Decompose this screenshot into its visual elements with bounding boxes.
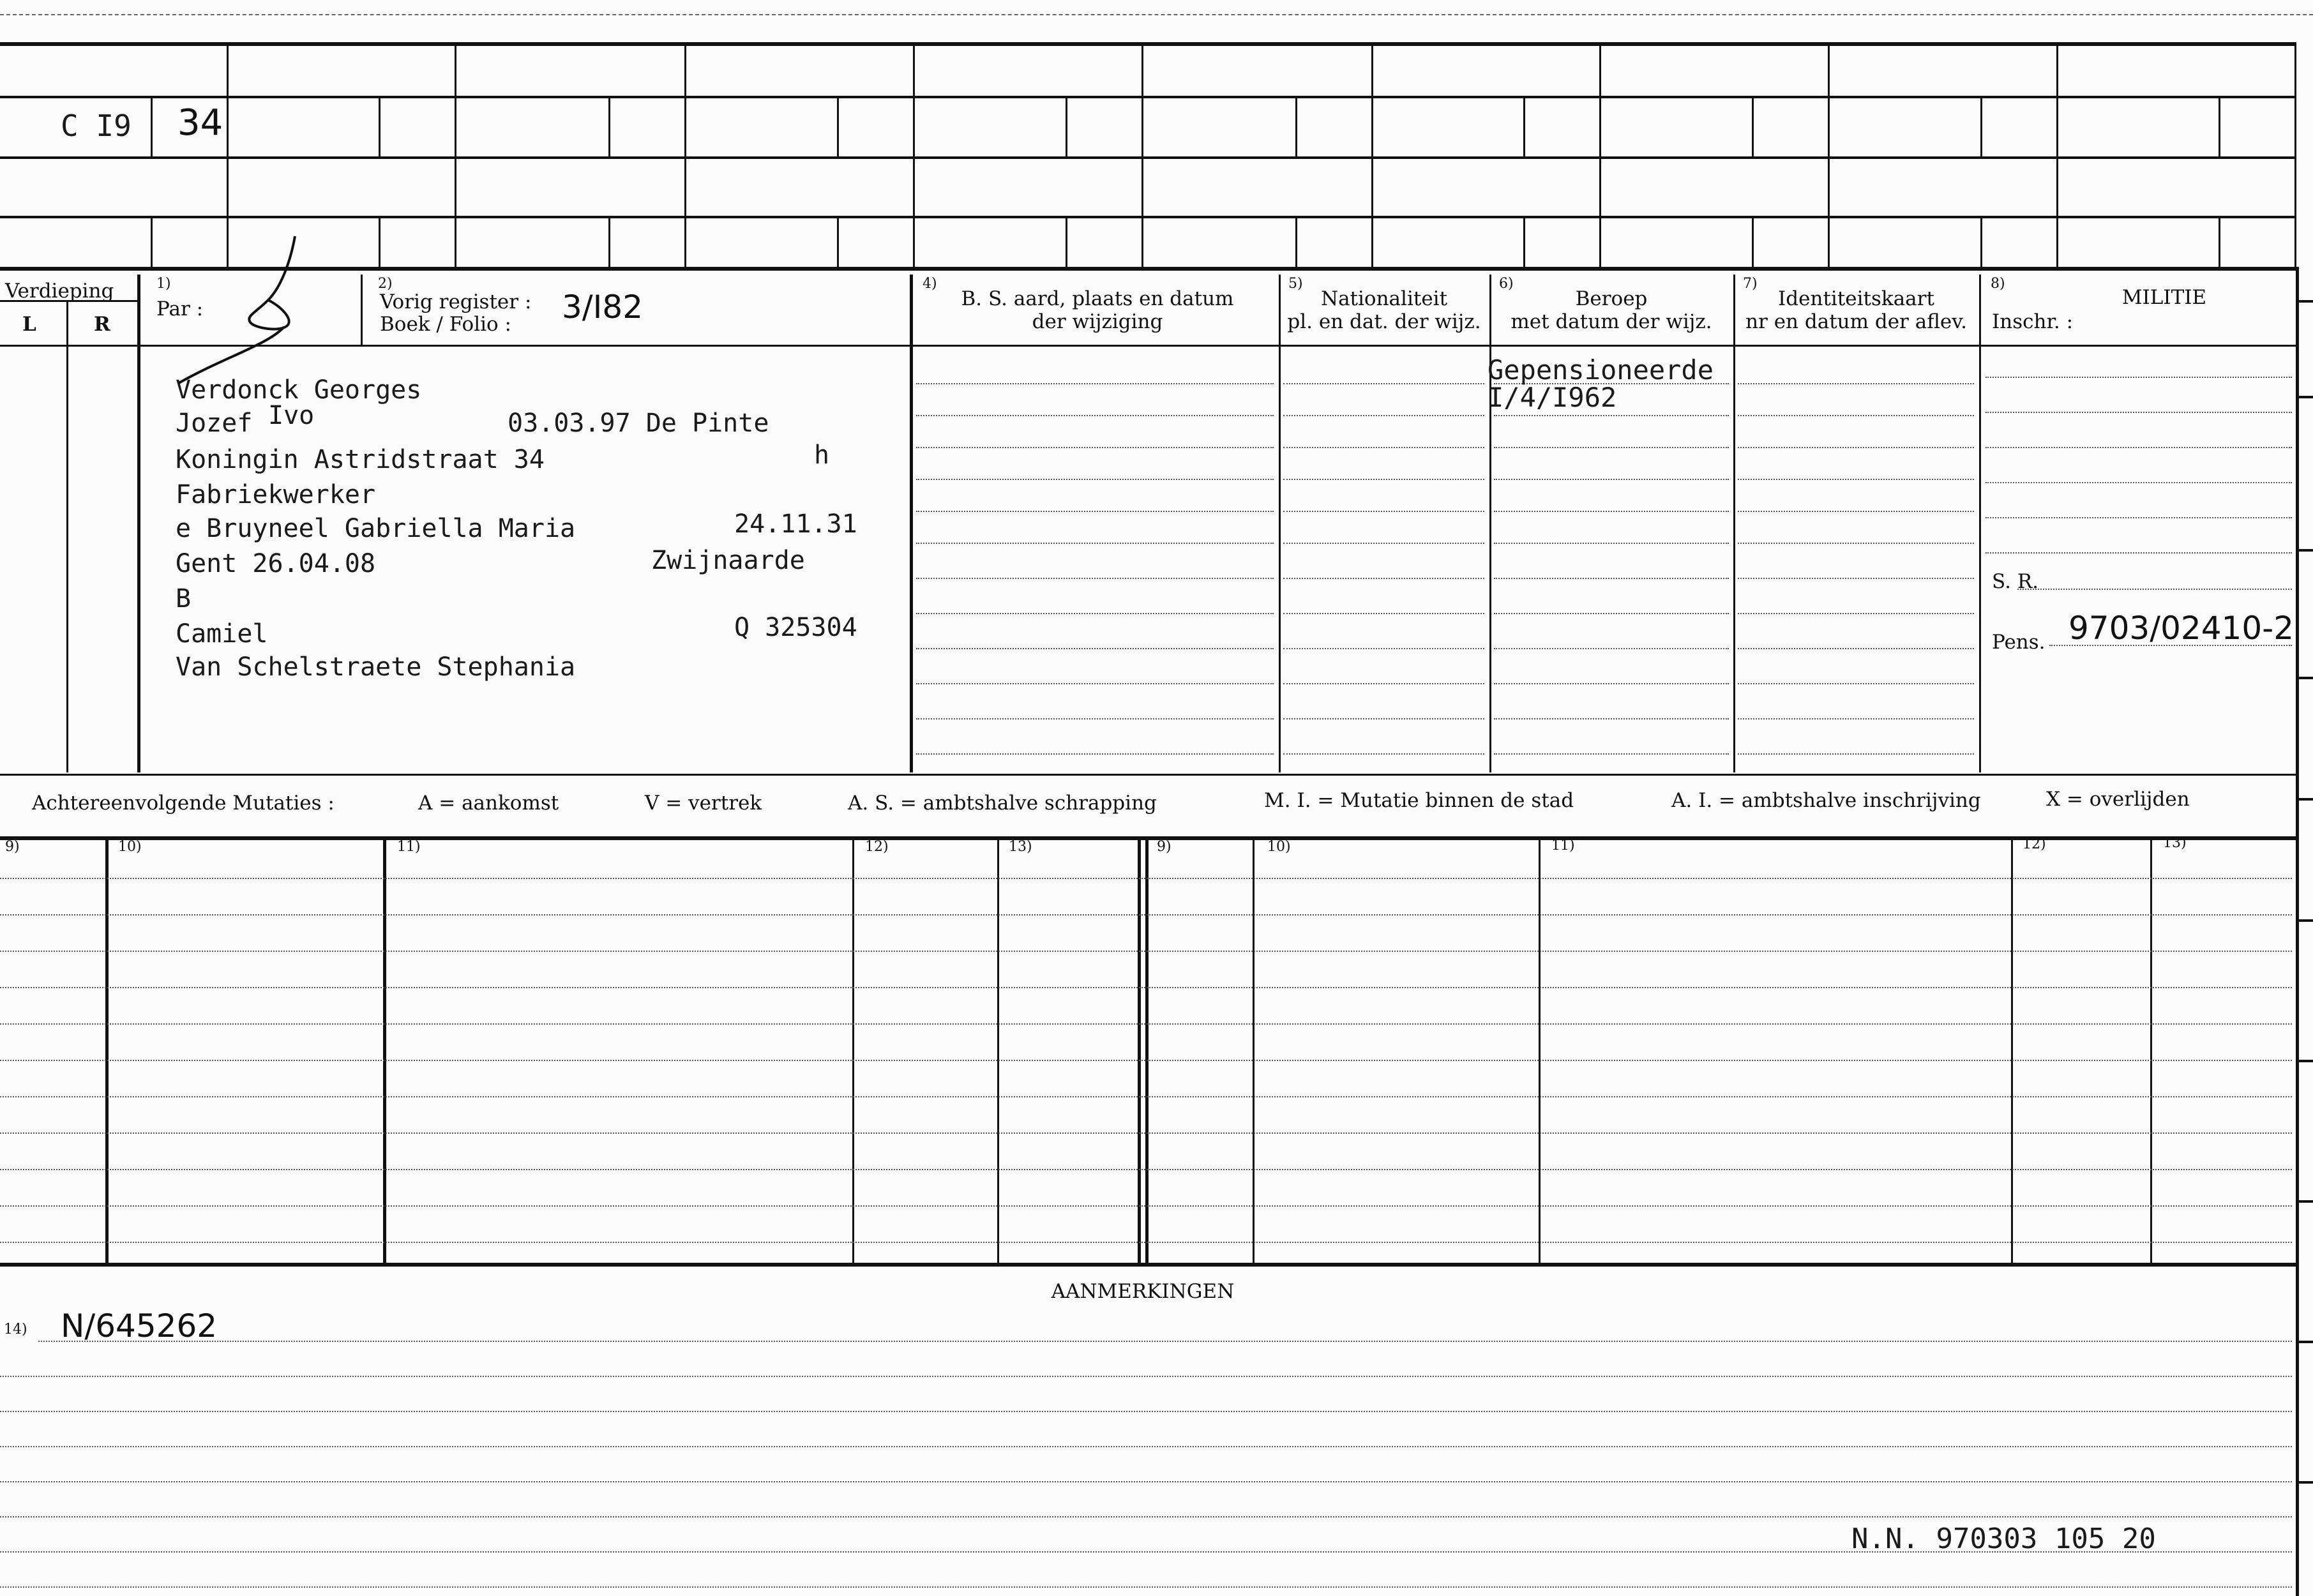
mutation-row-line [0, 951, 2292, 952]
mut-col-num: 10) [1267, 839, 1291, 855]
mutation-row-line [0, 1205, 2292, 1207]
aanmerkingen-number: 14) [4, 1321, 27, 1337]
nn-number: N.N. 970303 105 20 [1851, 1523, 2156, 1555]
edge-tick [2296, 919, 2313, 922]
mutation-row-line [0, 1242, 2292, 1243]
mother-name: Van Schelstraete Stephania [176, 652, 576, 682]
nat-number: 5) [1288, 276, 1303, 292]
boek-folio-label: Boek / Folio : [380, 313, 511, 336]
person-occupation: Fabriekwerker [176, 480, 376, 509]
pens-value: 9703/02410-2 [2068, 610, 2294, 647]
person-birth: 03.03.97 De Pinte [508, 409, 769, 438]
house-number: 34 [177, 102, 223, 144]
beroep-label-line1: Beroep [1575, 287, 1648, 310]
mut-col-line [105, 836, 109, 1263]
edge-tick [2296, 1200, 2313, 1203]
l-label: L [22, 313, 36, 336]
beroep-date: I/4/I962 [1488, 382, 1617, 413]
beroep-number: 6) [1499, 276, 1514, 292]
mut-col-num: 10) [118, 839, 142, 855]
beroep-label-line2: met datum der wijz. [1511, 310, 1712, 333]
mut-col-num: 11) [1551, 838, 1575, 854]
legend-v: V = vertrek [645, 792, 762, 815]
bs-label-line2: der wijziging [1032, 310, 1163, 333]
legend-as: A. S. = ambtshalve schrapping [848, 792, 1157, 815]
mut-col-num: 9) [1157, 839, 1172, 855]
vorig-number: 2) [378, 276, 393, 292]
edge-tick [2296, 396, 2313, 398]
edge-tick [2296, 1060, 2313, 1062]
bs-label-line1: B. S. aard, plaats en datum [961, 287, 1234, 310]
father-name: Camiel [176, 619, 268, 649]
mut-col-line [2011, 836, 2013, 1263]
aanmerkingen-title: AANMERKINGEN [1051, 1280, 1235, 1303]
nationality-code: B [176, 584, 192, 614]
mut-col-line [383, 836, 386, 1263]
edge-tick [2296, 1481, 2313, 1484]
mut-col-num: 13) [2163, 835, 2187, 851]
mut-col-num: 9) [5, 839, 20, 855]
right-edge-line [2296, 267, 2299, 1596]
mut-col-line [1253, 836, 1254, 1263]
mutation-row-line [0, 1060, 2292, 1061]
legend-ai: A. I. = ambtshalve inschrijving [1671, 789, 1981, 812]
aanmerkingen-entry: N/645262 [61, 1307, 218, 1344]
mutation-row-line [0, 914, 2292, 915]
vorig-register-label: Vorig register : [380, 290, 532, 313]
person-name: Verdonck Georges [176, 375, 422, 405]
mutation-row-line [0, 1133, 2292, 1134]
legend-x: X = overlijden [2046, 788, 2190, 811]
remarks-line [0, 1376, 2292, 1377]
person-firstname: Jozef [176, 409, 253, 438]
edge-tick [2296, 677, 2313, 679]
bs-number: 4) [923, 276, 937, 292]
edge-tick [2296, 798, 2313, 801]
spouse-birth: Gent 26.04.08 [176, 549, 376, 578]
remarks-line [0, 1446, 2292, 1447]
mut-double-line [1145, 836, 1149, 1263]
sr-label: S. R. [1992, 570, 2039, 593]
pens-label: Pens. [1992, 631, 2046, 654]
par-label: Par : [156, 297, 204, 320]
mut-col-num: 12) [865, 839, 889, 855]
nat-label-line1: Nationaliteit [1320, 287, 1448, 310]
mutaties-label: Achtereenvolgende Mutaties : [32, 792, 335, 815]
mutation-row-line [0, 1169, 2292, 1170]
mut-col-num: 11) [397, 839, 421, 855]
nat-label-line2: pl. en dat. der wijz. [1287, 310, 1481, 333]
id-label-line1: Identiteitskaart [1778, 287, 1934, 310]
mutation-row-line [0, 1023, 2292, 1025]
aanmerkingen-top-line [0, 1263, 2296, 1267]
mut-double-line [1138, 836, 1141, 1263]
mut-col-num: 13) [1009, 839, 1032, 855]
r-label: R [94, 313, 110, 336]
vorig-register-value: 3/I82 [562, 289, 644, 326]
remarks-line [0, 1586, 2292, 1588]
remarks-line [0, 1516, 2292, 1517]
id-number: 7) [1743, 276, 1758, 292]
remarks-line [38, 1341, 2292, 1342]
legend-top-line [0, 774, 2296, 776]
mut-col-line [2150, 836, 2152, 1263]
mut-col-line [1539, 836, 1541, 1263]
edge-tick [2296, 549, 2313, 552]
mil-number: 8) [1991, 276, 2005, 292]
remarks-line [0, 1411, 2292, 1412]
par-number: 1) [156, 276, 171, 292]
marriage-date: 24.11.31 [734, 509, 857, 539]
edge-tick [2296, 300, 2313, 303]
marriage-place: Zwijnaarde [651, 546, 805, 575]
person-address: Koningin Astridstraat 34 [176, 445, 545, 474]
edge-tick [2296, 1341, 2313, 1343]
beroep-value: Gepensioneerde [1488, 354, 1714, 386]
verdieping-label: Verdieping [5, 280, 114, 303]
mut-col-num: 12) [2023, 836, 2046, 852]
id-reference: Q 325304 [734, 613, 857, 642]
mut-col-line [997, 836, 999, 1263]
person-middlename: Ivo [268, 401, 315, 430]
mutation-row-line [0, 878, 2292, 879]
remarks-line [0, 1481, 2292, 1482]
mut-col-line [852, 836, 854, 1263]
legend-a: A = aankomst [418, 792, 559, 815]
mutation-row-line [0, 1096, 2292, 1097]
mutation-row-line [0, 987, 2292, 988]
c-number: C I9 [61, 109, 132, 143]
militie-label: MILITIE [2121, 286, 2207, 309]
id-label-line2: nr en datum der aflev. [1745, 310, 1967, 333]
legend-mi: M. I. = Mutatie binnen de stad [1264, 789, 1574, 812]
inschr-label: Inschr. : [1992, 310, 2074, 333]
person-address-suffix: h [814, 440, 830, 470]
spouse-name: e Bruyneel Gabriella Maria [176, 514, 576, 543]
